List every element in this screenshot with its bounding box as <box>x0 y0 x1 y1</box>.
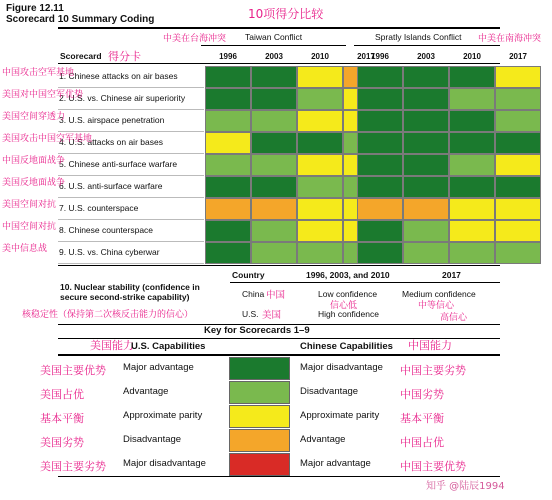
figure-number: Figure 12.11 <box>6 3 64 14</box>
score-cell-spratly <box>403 132 449 154</box>
row-label-cn: 美国反地面战争 <box>2 178 66 188</box>
score-cell-taiwan <box>297 66 343 88</box>
key-cn-label-cn: 中国占优 <box>400 436 444 449</box>
key-us-label: Approximate parity <box>123 410 203 421</box>
key-cn-label: Major advantage <box>300 458 371 469</box>
row-label-cn: 美国空间对抗 <box>2 200 57 210</box>
stability-china-a-cn: 信心低 <box>330 301 358 311</box>
key-us-label-cn: 美国劣势 <box>40 436 84 449</box>
stability-col-years-b: 2017 <box>442 270 461 280</box>
row-rule <box>58 109 204 110</box>
score-cell-spratly <box>495 176 541 198</box>
score-cell-spratly <box>403 110 449 132</box>
key-swatch <box>229 357 290 380</box>
score-cell-spratly <box>495 110 541 132</box>
year-header-spratly-2010: 2010 <box>463 52 481 61</box>
stability-col-country: Country <box>232 270 265 280</box>
score-cell-taiwan <box>205 132 251 154</box>
score-cell-spratly <box>357 88 403 110</box>
key-swatch <box>229 405 290 428</box>
score-cell-taiwan <box>251 132 297 154</box>
score-cell-taiwan <box>297 220 343 242</box>
row-rule <box>58 241 204 242</box>
row-label: 3. U.S. airspace penetration <box>59 115 165 125</box>
key-us-label: Disadvantage <box>123 434 182 445</box>
score-cell-spratly <box>357 154 403 176</box>
score-cell-taiwan <box>205 220 251 242</box>
stability-sub-rule <box>230 282 500 283</box>
row-label: 8. Chinese counterspace <box>59 225 154 235</box>
score-cell-taiwan <box>251 66 297 88</box>
score-cell-spratly <box>449 132 495 154</box>
score-cell-taiwan <box>205 154 251 176</box>
score-cell-spratly <box>449 242 495 264</box>
score-cell-taiwan <box>297 88 343 110</box>
key-cn-label-cn: 基本平衡 <box>400 412 444 425</box>
score-cell-taiwan <box>251 220 297 242</box>
score-cell-spratly <box>357 110 403 132</box>
score-cell-spratly <box>449 176 495 198</box>
score-cell-spratly <box>357 198 403 220</box>
stability-col-years-a: 1996, 2003, and 2010 <box>306 270 390 280</box>
score-cell-taiwan <box>251 110 297 132</box>
row-rule <box>58 263 204 264</box>
key-us-label: Major advantage <box>123 362 194 373</box>
year-header-taiwan-1996: 1996 <box>219 52 237 61</box>
row-rule <box>58 175 204 176</box>
stability-china: China <box>242 289 265 299</box>
key-cn-label: Advantage <box>300 434 346 445</box>
score-cell-spratly <box>403 88 449 110</box>
score-cell-taiwan <box>205 198 251 220</box>
score-cell-spratly <box>495 132 541 154</box>
score-cell-taiwan <box>251 154 297 176</box>
score-cell-taiwan <box>297 154 343 176</box>
row-rule <box>58 197 204 198</box>
score-cell-spratly <box>449 110 495 132</box>
key-cn-header: Chinese Capabilities <box>300 341 393 352</box>
key-cn-label-cn: 中国主要优势 <box>400 460 466 473</box>
stability-china-b-cn: 中等信心 <box>418 301 455 311</box>
grid-top-rule <box>58 63 500 64</box>
year-header-taiwan-2017: 2017 <box>357 52 375 61</box>
year-header-taiwan-2003: 2003 <box>265 52 283 61</box>
key-swatch <box>229 381 290 404</box>
score-cell-taiwan <box>297 132 343 154</box>
row-label-cn: 美中信息战 <box>2 244 48 254</box>
taiwan-rule <box>201 45 346 46</box>
row-label-cn: 中国攻击空军基地 <box>2 68 75 78</box>
row-label: 5. Chinese anti-surface warfare <box>59 159 178 169</box>
row-label-cn: 中国反地面战争 <box>2 156 66 166</box>
row-label-cn: 美国空间穿透力 <box>2 112 66 122</box>
stability-rule <box>58 265 500 266</box>
stability-us-cn: 美国 <box>262 310 282 321</box>
key-cn-label: Approximate parity <box>300 410 380 421</box>
row-label-cn: 中国空间对抗 <box>2 222 57 232</box>
key-us-label-cn: 基本平衡 <box>40 412 84 425</box>
score-cell-spratly <box>495 220 541 242</box>
figure-title: Scorecard 10 Summary Coding <box>6 14 155 25</box>
score-cell-taiwan <box>205 242 251 264</box>
row-label-cn: 美国攻击中国空军基地 <box>2 134 93 144</box>
score-cell-spratly <box>449 220 495 242</box>
score-cell-taiwan <box>297 176 343 198</box>
key-cn-label: Major disadvantage <box>300 362 383 373</box>
score-cell-spratly <box>403 154 449 176</box>
row-label: 4. U.S. attacks on air bases <box>59 137 163 147</box>
key-us-header: U.S. Capabilities <box>131 341 206 352</box>
score-cell-spratly <box>403 220 449 242</box>
watermark: 知乎 @陆辰1994 <box>426 481 505 492</box>
score-cell-taiwan <box>205 176 251 198</box>
scorecard-header: Scorecard <box>60 51 102 61</box>
spratly-conflict-cn: 中美在南海冲突 <box>478 34 542 44</box>
score-cell-taiwan <box>251 88 297 110</box>
key-cn-header-cn: 中国能力 <box>408 339 452 352</box>
figure-title-cn: 10项得分比较 <box>248 7 324 21</box>
score-cell-taiwan <box>297 242 343 264</box>
score-cell-spratly <box>403 176 449 198</box>
key-cn-label-cn: 中国劣势 <box>400 388 444 401</box>
stability-china-cn: 中国 <box>266 290 286 301</box>
score-cell-taiwan <box>251 242 297 264</box>
year-header-spratly-2017: 2017 <box>509 52 527 61</box>
key-us-label-cn: 美国主要优势 <box>40 364 106 377</box>
score-cell-taiwan <box>297 110 343 132</box>
score-cell-spratly <box>449 88 495 110</box>
key-us-header-cn: 美国能力 <box>90 339 134 352</box>
score-cell-spratly <box>403 198 449 220</box>
stability-us-b-cn: 高信心 <box>440 313 468 323</box>
row-rule <box>58 153 204 154</box>
year-header-spratly-2003: 2003 <box>417 52 435 61</box>
score-cell-spratly <box>403 242 449 264</box>
stability-china-a: Low confidence <box>318 289 378 299</box>
stability-china-b: Medium confidence <box>402 289 476 299</box>
score-cell-spratly <box>403 66 449 88</box>
row-rule <box>58 219 204 220</box>
spratly-conflict-title: Spratly Islands Conflict <box>375 32 462 42</box>
score-cell-taiwan <box>205 88 251 110</box>
score-cell-taiwan <box>297 198 343 220</box>
score-cell-taiwan <box>205 110 251 132</box>
key-us-label: Major disadvantage <box>123 458 206 469</box>
score-cell-spratly <box>357 220 403 242</box>
key-us-label-cn: 美国占优 <box>40 388 84 401</box>
key-title: Key for Scorecards 1–9 <box>204 325 310 336</box>
score-cell-spratly <box>449 154 495 176</box>
year-header-spratly-1996: 1996 <box>371 52 389 61</box>
stability-us: U.S. <box>242 309 259 319</box>
score-cell-spratly <box>449 66 495 88</box>
header-rule <box>58 27 500 29</box>
score-cell-spratly <box>495 88 541 110</box>
scorecard-header-cn: 得分卡 <box>108 50 141 63</box>
row-label: 6. U.S. anti-surface warfare <box>59 181 163 191</box>
score-cell-spratly <box>449 198 495 220</box>
key-swatch <box>229 453 290 476</box>
taiwan-conflict-cn: 中美在台海冲突 <box>163 34 227 44</box>
key-swatch <box>229 429 290 452</box>
spratly-rule <box>354 45 500 46</box>
stability-label-cn: 核稳定性（保持第二次核反击能力的信心） <box>22 310 194 320</box>
score-cell-taiwan <box>251 176 297 198</box>
year-header-taiwan-2010: 2010 <box>311 52 329 61</box>
score-cell-spratly <box>357 132 403 154</box>
score-cell-spratly <box>495 154 541 176</box>
score-cell-spratly <box>357 66 403 88</box>
row-label: 9. U.S. vs. China cyberwar <box>59 247 160 257</box>
row-label: 7. U.S. counterspace <box>59 203 139 213</box>
score-cell-spratly <box>357 242 403 264</box>
taiwan-conflict-title: Taiwan Conflict <box>245 32 303 42</box>
stability-label: 10. Nuclear stability (confidence in secure second-strike capability) <box>60 282 200 302</box>
score-cell-spratly <box>357 176 403 198</box>
stability-us-a: High confidence <box>318 309 379 319</box>
key-us-label: Advantage <box>123 386 169 397</box>
key-cn-label-cn: 中国主要劣势 <box>400 364 466 377</box>
score-cell-spratly <box>495 66 541 88</box>
score-cell-taiwan <box>205 66 251 88</box>
row-label-cn: 美国对中国空军优势 <box>2 90 84 100</box>
row-label: 1. Chinese attacks on air bases <box>59 71 178 81</box>
score-cell-taiwan <box>251 198 297 220</box>
key-us-label-cn: 美国主要劣势 <box>40 460 106 473</box>
score-cell-spratly <box>495 198 541 220</box>
row-label: 2. U.S. vs. Chinese air superiority <box>59 93 186 103</box>
key-header-rule <box>58 354 500 356</box>
key-cn-label: Disadvantage <box>300 386 359 397</box>
score-cell-spratly <box>495 242 541 264</box>
